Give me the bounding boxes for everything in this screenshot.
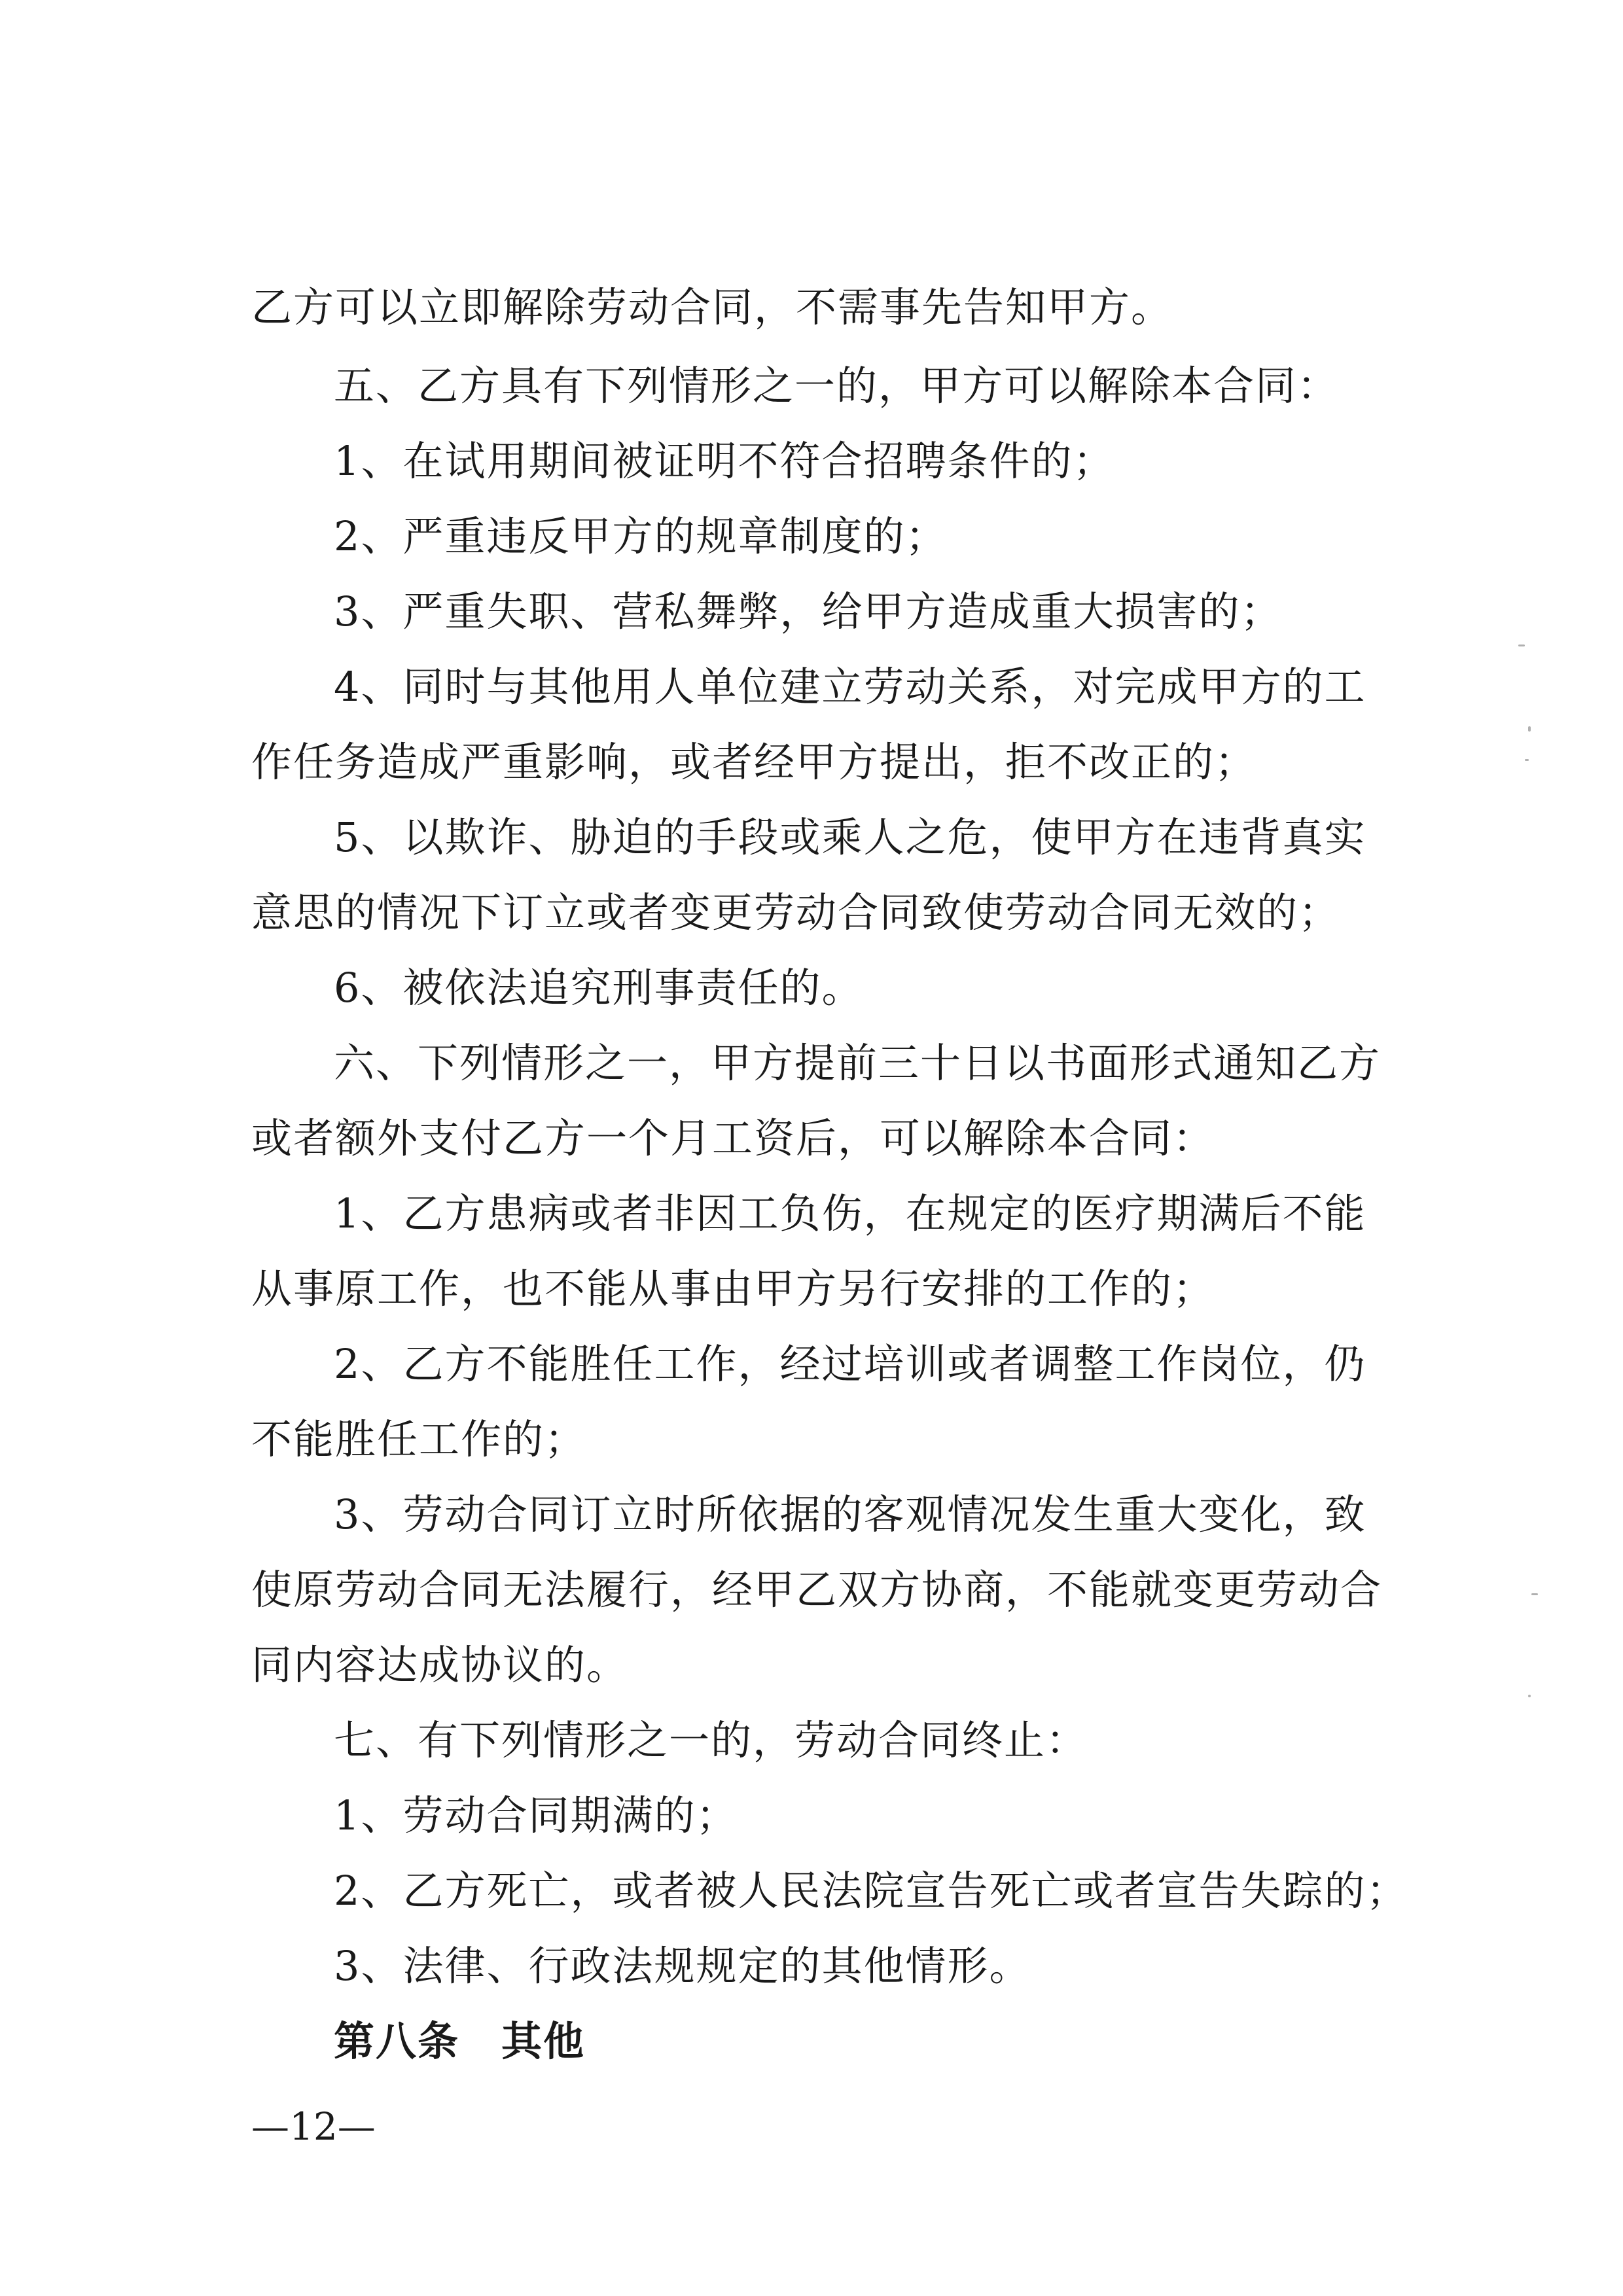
page-number: —12—	[251, 2104, 376, 2149]
scan-speck	[1528, 726, 1531, 732]
scan-speck	[1531, 1593, 1538, 1595]
text-line: 3、劳动合同订立时所依据的客观情况发生重大变化，致	[334, 1491, 1366, 1538]
text-line: 2、严重违反甲方的规章制度的；	[334, 512, 948, 560]
scan-speck	[1518, 645, 1525, 646]
text-line: 3、严重失职、营私舞弊，给甲方造成重大损害的；	[334, 588, 1283, 635]
text-line: 五、乙方具有下列情形之一的，甲方可以解除本合同：	[334, 362, 1340, 410]
text-line: 使原劳动合同无法履行，经甲乙双方协商，不能就变更劳动合	[251, 1566, 1383, 1614]
text-line: 乙方可以立即解除劳动合同，不需事先告知甲方。	[251, 283, 1173, 331]
section-heading: 第八条 其他	[334, 2017, 586, 2065]
text-line: 1、劳动合同期满的；	[334, 1792, 738, 1839]
text-line: 意思的情况下订立或者变更劳动合同致使劳动合同无效的；	[251, 889, 1341, 936]
scan-speck	[1528, 1695, 1531, 1697]
text-line: 作任务造成严重影响，或者经甲方提出，拒不改正的；	[251, 738, 1257, 786]
text-line: 3、法律、行政法规规定的其他情形。	[334, 1942, 1031, 1990]
text-line: 从事原工作，也不能从事由甲方另行安排的工作的；	[251, 1265, 1215, 1313]
scan-speck	[1525, 759, 1529, 761]
text-line: 2、乙方不能胜任工作，经过培训或者调整工作岗位，仍	[334, 1340, 1366, 1388]
text-line: 或者额外支付乙方一个月工资后，可以解除本合同：	[251, 1114, 1215, 1162]
text-line: 1、在试用期间被证明不符合招聘条件的；	[334, 437, 1115, 485]
text-line: 4、同时与其他用人单位建立劳动关系，对完成甲方的工	[334, 663, 1366, 711]
text-line: 2、乙方死亡，或者被人民法院宣告死亡或者宣告失踪的；	[334, 1867, 1408, 1915]
text-line: 5、以欺诈、胁迫的手段或乘人之危，使甲方在违背真实	[334, 813, 1366, 861]
text-line: 1、乙方患病或者非因工负伤，在规定的医疗期满后不能	[334, 1190, 1366, 1237]
text-line: 6、被依法追究刑事责任的。	[334, 964, 864, 1012]
text-line: 六、下列情形之一，甲方提前三十日以书面形式通知乙方	[334, 1039, 1382, 1087]
text-line: 不能胜任工作的；	[251, 1415, 587, 1463]
text-line: 七、有下列情形之一的，劳动合同终止：	[334, 1716, 1088, 1764]
text-line: 同内容达成协议的。	[251, 1641, 629, 1689]
